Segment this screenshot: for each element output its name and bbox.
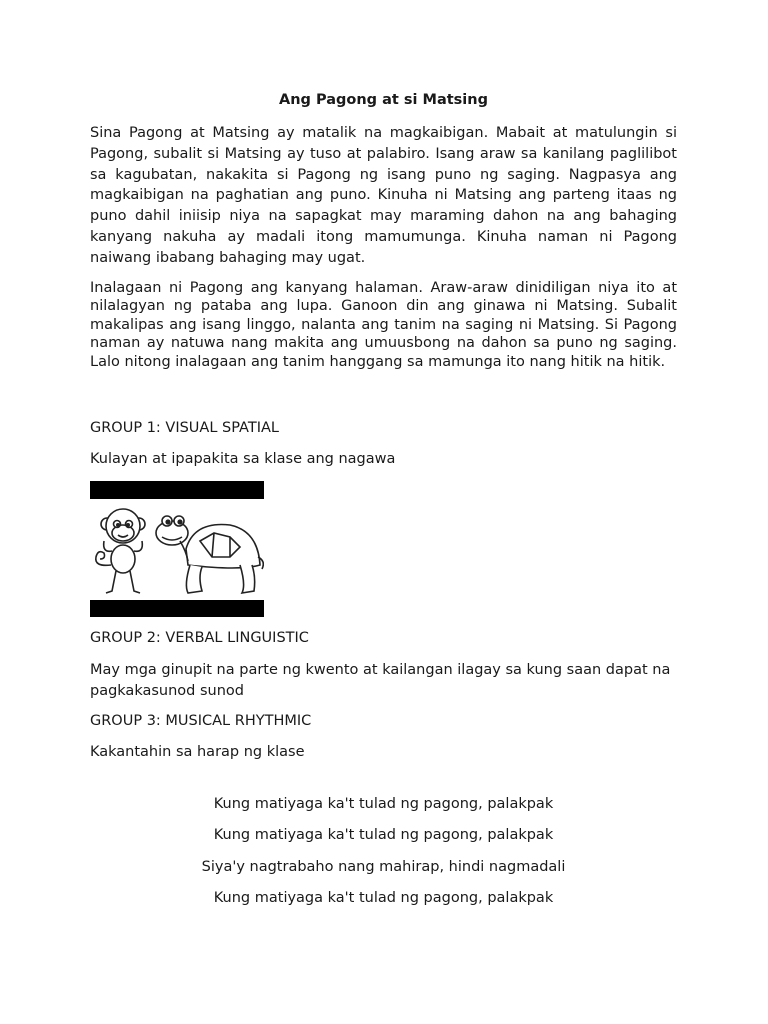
image-top-bar [90, 481, 264, 499]
song-line-2: Kung matiyaga ka't tulad ng pagong, palakpak [213, 827, 554, 843]
group-2-instruction: May mga ginupit na parte ng kwento at kailangan ilagay sa kung saan dapat na pagkakasunod sunod [90, 662, 671, 699]
group-2-heading: GROUP 2: VERBAL LINGUISTIC [90, 630, 309, 646]
song-line-1: Kung matiyaga ka't tulad ng pagong, palakpak [213, 796, 554, 812]
song-line-3: Siya'y nagtrabaho nang mahirap, hindi nagmadali [201, 859, 566, 875]
story-title: Ang Pagong at si Matsing [279, 92, 488, 108]
group-1-instruction: Kulayan at ipapakita sa klase ang nagawa [90, 451, 396, 467]
group-3-heading: GROUP 3: MUSICAL RHYTHMIC [90, 713, 312, 729]
story-paragraph-1: Sina Pagong at Matsing ay matalik na magkaibigan. Mabait at matulungin si Pagong, subalit si Matsing ay tuso at palabiro. Isang araw sa kanilang paglilibot sa kagubatan, nakakita si Pagong ng isang puno ng saging. Nagpasya ang magkaibigan na paghatian ang puno. Kinuha ni Matsing ang parteng itaas ng puno dahil iniisip niya na sapagkat may maraming dahon na ang bahaging kanyang nakuha ay madali itong mamumunga. Kinuha naman ni Pagong naiwang ibabang bahaging may ugat. [90, 125, 677, 266]
song-line-4: Kung matiyaga ka't tulad ng pagong, palakpak [213, 890, 554, 906]
monkey-turtle-coloring-image [90, 481, 264, 617]
story-paragraph-2: Inalagaan ni Pagong ang kanyang halaman. Araw-araw dinidiligan niya ito at nilalagyan ng pataba ang lupa. Ganoon din ang ginawa ni Matsing. Subalit makalipas ang isang linggo, nalanta ang tanim na saging ni Matsing. Si Pagong naman ay natuwa nang makita ang umuusbong na dahon sa puno ng saging. Lalo nitong inalagaan ang tanim hanggang sa mamunga ito nang hitik na hitik. [90, 280, 677, 370]
group-1-heading: GROUP 1: VISUAL SPATIAL [90, 420, 279, 436]
group-3-instruction: Kakantahin sa harap ng klase [90, 744, 305, 760]
image-bottom-bar [90, 600, 264, 617]
